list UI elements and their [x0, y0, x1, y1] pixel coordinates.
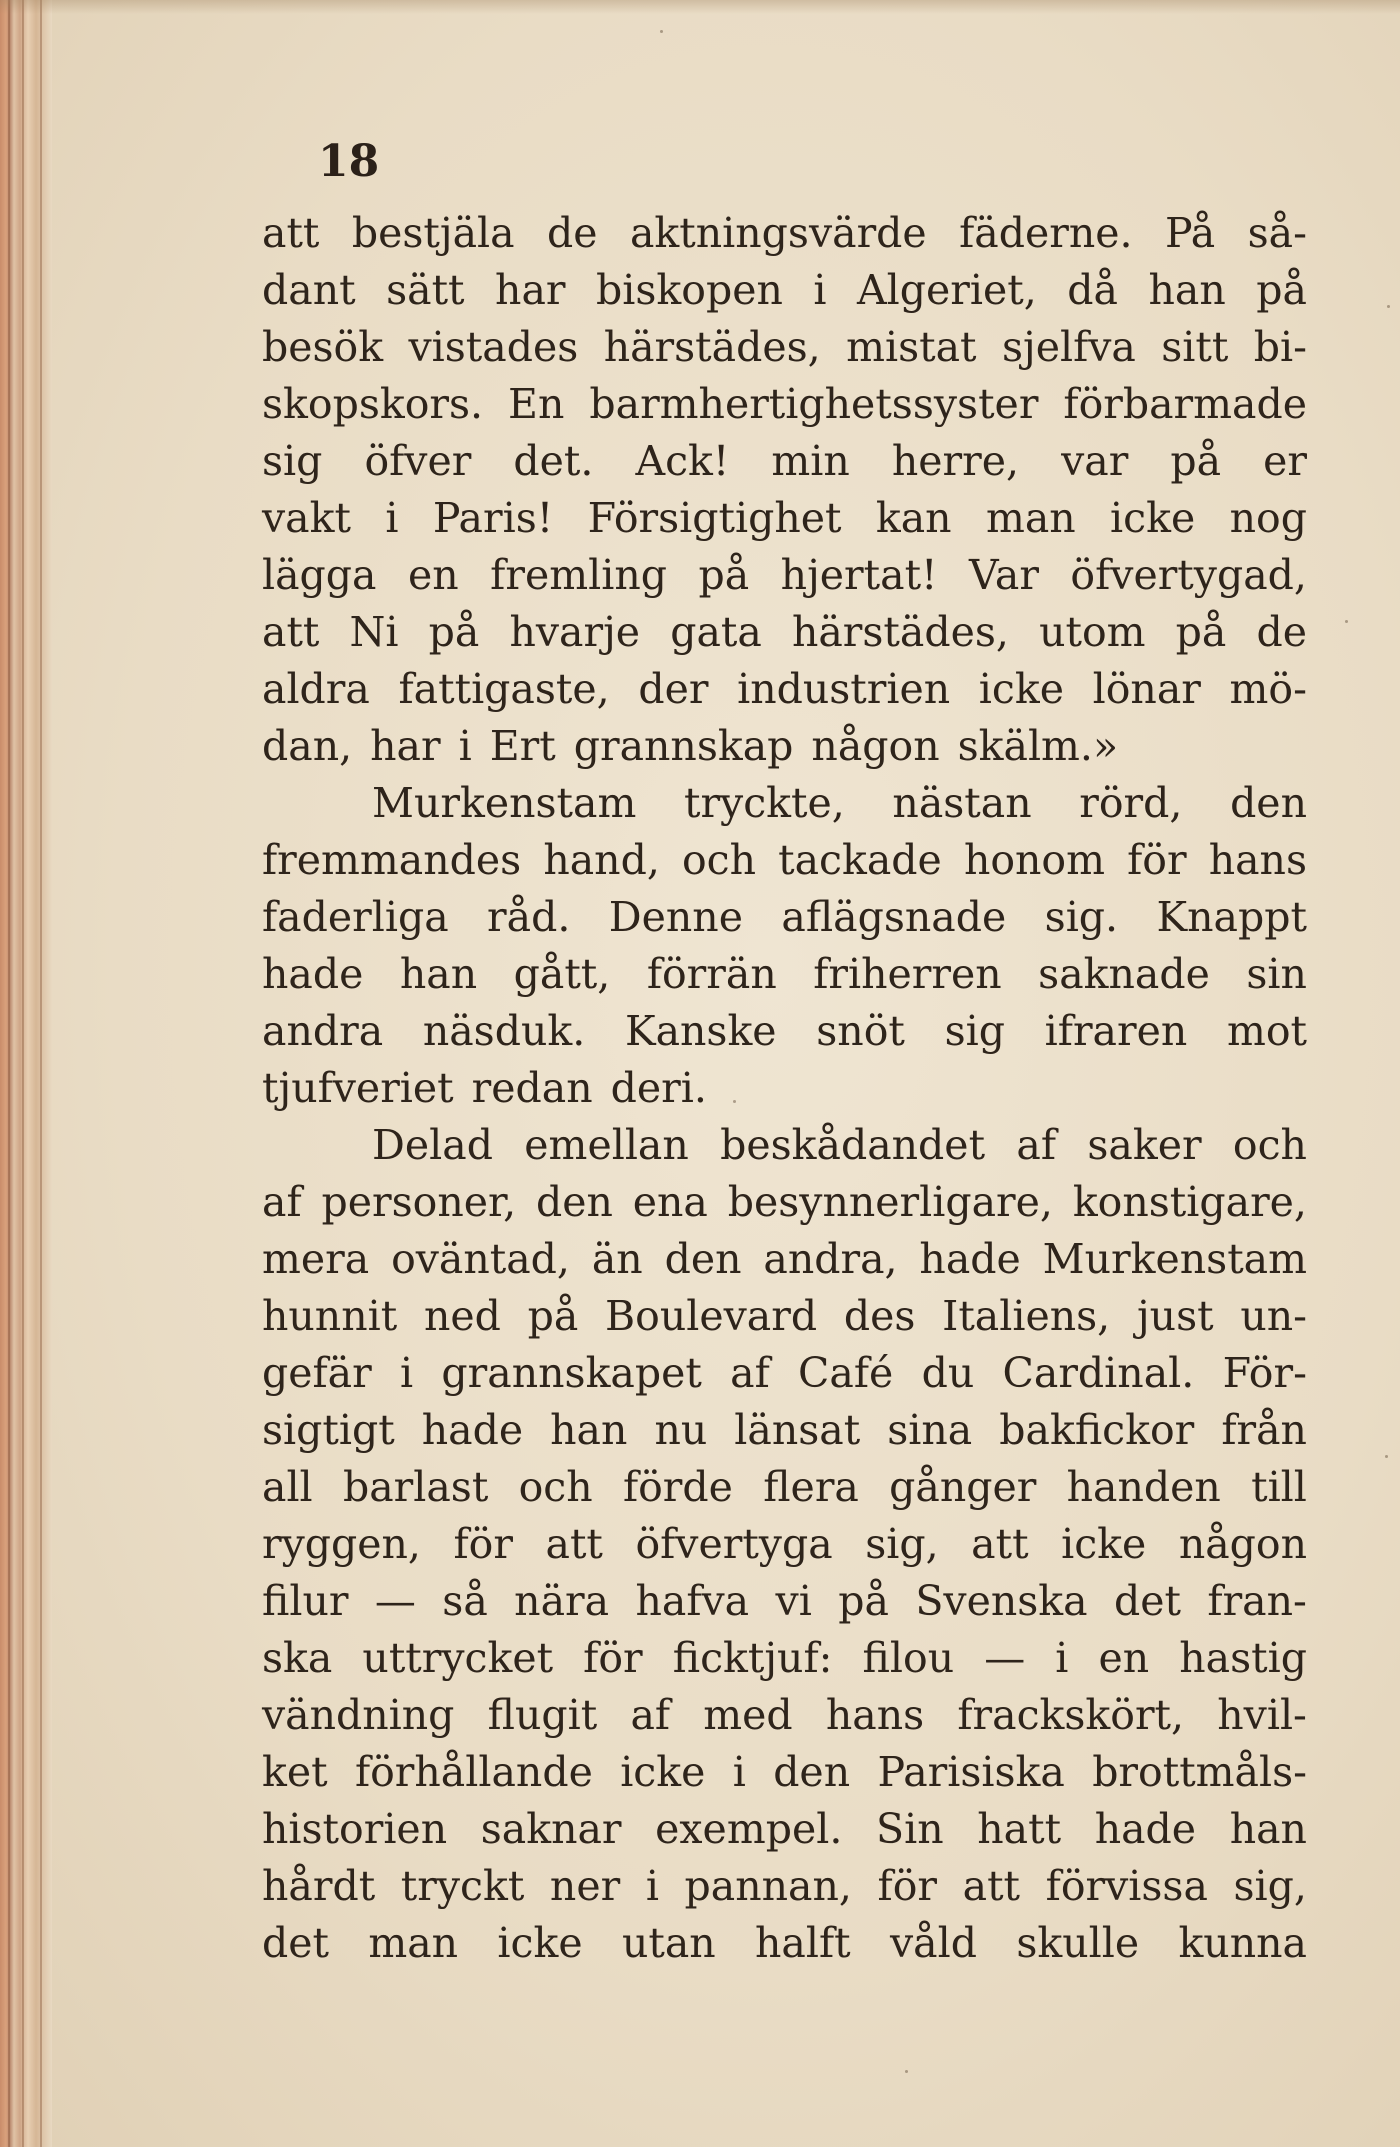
word: frackskört,: [957, 1691, 1185, 1739]
word: tackade: [778, 836, 942, 884]
word: hade: [421, 1406, 524, 1454]
word: länsat: [734, 1406, 861, 1454]
word: mot: [1226, 1007, 1307, 1055]
word: att: [545, 1520, 603, 1568]
word: handen: [1066, 1463, 1221, 1511]
word: gått,: [513, 950, 611, 998]
paper-speck: [905, 2070, 908, 2073]
word: nu: [654, 1406, 708, 1454]
word: och: [1232, 1121, 1307, 1169]
word: tryckt: [400, 1862, 525, 1910]
word: bi-: [1253, 323, 1307, 371]
word: Café: [798, 1349, 894, 1397]
word: gånger: [889, 1463, 1037, 1511]
word: han: [1229, 1805, 1307, 1853]
text-line: [262, 1231, 1307, 1288]
body-text: [262, 205, 1307, 1972]
text-line: [262, 661, 1307, 718]
word: förrän: [646, 950, 777, 998]
word: fran-: [1207, 1577, 1307, 1625]
spine-crease-line: [22, 0, 24, 2147]
word: honom: [963, 836, 1105, 884]
paper-speck: [1387, 305, 1390, 308]
word: att: [262, 608, 320, 656]
word: icke: [620, 1748, 706, 1796]
word: faderliga: [262, 893, 449, 941]
word: sitt: [1161, 323, 1229, 371]
word: barlast: [342, 1463, 489, 1511]
word: härstädes,: [603, 323, 821, 371]
word: halft: [755, 1919, 851, 1967]
word: någon: [811, 722, 940, 770]
word: all: [262, 1463, 313, 1511]
word: på: [527, 1292, 579, 1340]
word: i: [400, 1349, 414, 1397]
word: Ni: [349, 608, 399, 656]
word: Boulevard: [605, 1292, 818, 1340]
word: för: [583, 1634, 643, 1682]
word: sin: [1246, 950, 1307, 998]
word: ner: [549, 1862, 621, 1910]
word: på: [428, 608, 480, 656]
word: saker: [1087, 1121, 1202, 1169]
word: Svenska: [915, 1577, 1088, 1625]
page-number: 18: [318, 136, 380, 187]
word: besök: [262, 323, 384, 371]
word: Parisiska: [877, 1748, 1065, 1796]
word: öfver: [364, 437, 472, 485]
text-line: [262, 1801, 1307, 1858]
word: des: [843, 1292, 916, 1340]
word: flugit: [487, 1691, 598, 1739]
word: i: [385, 494, 399, 542]
word: ficktjuf:: [672, 1634, 833, 1682]
word: icke: [978, 665, 1064, 713]
word: —: [374, 1577, 416, 1625]
word: icke: [497, 1919, 583, 1967]
text-line: [262, 1117, 1307, 1174]
word: dant: [262, 266, 356, 314]
word: och: [518, 1463, 593, 1511]
word: fremmandes: [262, 836, 522, 884]
word: då: [1067, 266, 1118, 314]
word: den: [1230, 779, 1307, 827]
word: Kanske: [624, 1007, 777, 1055]
word: för: [877, 1862, 938, 1910]
text-line: [262, 1516, 1307, 1573]
word: emellan: [524, 1121, 689, 1169]
word: sig: [944, 1007, 1005, 1055]
word: sina: [887, 1406, 973, 1454]
word: hans: [825, 1691, 925, 1739]
word: pannan,: [684, 1862, 852, 1910]
word: så-: [1247, 209, 1307, 257]
word: icke: [1110, 494, 1196, 542]
word: hvil-: [1217, 1691, 1307, 1739]
word: bestjäla: [351, 209, 515, 257]
word: biskopen: [596, 266, 783, 314]
word: rörd,: [1079, 779, 1183, 827]
word: ena: [632, 1178, 708, 1226]
word: oväntad,: [391, 1235, 570, 1283]
word: industrien: [737, 665, 951, 713]
word: mistat: [846, 323, 977, 371]
word: på: [698, 551, 750, 599]
word: saknade: [1038, 950, 1210, 998]
word: det: [1113, 1577, 1181, 1625]
word: sig,: [865, 1520, 939, 1568]
word: sigtigt: [262, 1406, 395, 1454]
word: beskådandet: [720, 1121, 986, 1169]
word: lägga: [262, 551, 377, 599]
word: man: [985, 494, 1076, 542]
word: Var: [969, 551, 1039, 599]
word: ned: [423, 1292, 501, 1340]
word: af: [730, 1349, 770, 1397]
word: filou: [862, 1634, 955, 1682]
word: på: [838, 1577, 889, 1625]
word: För-: [1222, 1349, 1307, 1397]
text-line: [262, 1915, 1307, 1972]
word: förhållande: [354, 1748, 593, 1796]
word: sjelfva: [1001, 323, 1136, 371]
word: deri.: [610, 1064, 707, 1112]
word: uttrycket: [362, 1634, 554, 1682]
word: Paris!: [432, 494, 554, 542]
word: gefär: [262, 1349, 372, 1397]
word: vi: [775, 1577, 812, 1625]
spine-crease-line: [40, 0, 42, 2147]
word: Försigtighet: [587, 494, 842, 542]
word: var: [1061, 437, 1129, 485]
word: Denne: [608, 893, 743, 941]
word: de: [547, 209, 598, 257]
word: en: [1098, 1634, 1150, 1682]
word: redan: [471, 1064, 593, 1112]
word: för: [1127, 836, 1187, 884]
word: ket: [262, 1748, 328, 1796]
text-line: [262, 1459, 1307, 1516]
word: har: [370, 722, 441, 770]
text-line: [262, 1630, 1307, 1687]
word: fattigaste,: [398, 665, 610, 713]
text-line: [262, 1744, 1307, 1801]
text-line: [262, 1060, 1307, 1117]
word: friherren: [813, 950, 1002, 998]
word: er: [1263, 437, 1307, 485]
word: Cardinal.: [1002, 1349, 1195, 1397]
word: af: [262, 1178, 302, 1226]
word: han: [399, 950, 478, 998]
word: vistades: [408, 323, 579, 371]
text-line: [262, 1858, 1307, 1915]
text-line: [262, 1174, 1307, 1231]
word: sig,: [1233, 1862, 1307, 1910]
word: andra: [262, 1007, 384, 1055]
word: han: [550, 1406, 628, 1454]
word: hade: [919, 1235, 1021, 1283]
word: än: [591, 1235, 643, 1283]
paper-speck: [1345, 620, 1348, 623]
paper-speck: [1385, 1455, 1388, 1458]
word: min: [771, 437, 850, 485]
word: för: [453, 1520, 513, 1568]
word: han: [1148, 266, 1226, 314]
word: öfvertyga: [635, 1520, 833, 1568]
word: ryggen,: [262, 1520, 421, 1568]
word: råd.: [487, 893, 571, 941]
word: Sin: [876, 1805, 944, 1853]
word: brottmåls-: [1092, 1748, 1307, 1796]
text-line: [262, 376, 1307, 433]
word: af: [630, 1691, 671, 1739]
text-line: [262, 775, 1307, 832]
word: att: [962, 1862, 1021, 1910]
word: hafva: [635, 1577, 750, 1625]
word: skälm.»: [957, 722, 1119, 770]
text-line: [262, 547, 1307, 604]
word: sig.: [1044, 893, 1119, 941]
word: bakfickor: [999, 1406, 1195, 1454]
word: ifraren: [1044, 1007, 1188, 1055]
word: så: [442, 1577, 488, 1625]
word: exempel.: [655, 1805, 843, 1853]
word: hand,: [543, 836, 660, 884]
text-line: [262, 946, 1307, 1003]
word: tjufveriet: [262, 1064, 454, 1112]
word: kunna: [1178, 1919, 1307, 1967]
word: vändning: [262, 1691, 455, 1739]
word: hatt: [977, 1805, 1062, 1853]
word: tryckte,: [683, 779, 845, 827]
word: i: [645, 1862, 659, 1910]
word: nästan: [892, 779, 1032, 827]
word: mera: [262, 1235, 370, 1283]
word: den: [773, 1748, 851, 1796]
word: och: [681, 836, 757, 884]
word: Murkenstam: [372, 779, 637, 827]
word: utan: [621, 1919, 716, 1967]
word: Italiens,: [942, 1292, 1111, 1340]
word: hastig: [1179, 1634, 1307, 1682]
word: utom: [1039, 608, 1146, 656]
word: i: [732, 1748, 746, 1796]
word: förvissa: [1045, 1862, 1208, 1910]
word: fäderne.: [959, 209, 1133, 257]
text-line: [262, 1687, 1307, 1744]
word: den: [535, 1178, 613, 1226]
word: filur: [262, 1577, 349, 1625]
word: ska: [262, 1634, 333, 1682]
word: —: [984, 1634, 1026, 1682]
word: hunnit: [262, 1292, 398, 1340]
word: på: [1170, 437, 1222, 485]
paper-speck: [660, 30, 663, 33]
word: nog: [1229, 494, 1307, 542]
word: konstigare,: [1072, 1178, 1307, 1226]
word: har: [495, 266, 566, 314]
word: grannskap: [573, 722, 794, 770]
word: aktningsvärde: [629, 209, 927, 257]
word: snöt: [816, 1007, 905, 1055]
word: mö-: [1229, 665, 1307, 713]
word: historien: [262, 1805, 448, 1853]
word: Algeriet,: [857, 266, 1037, 314]
word: du: [921, 1349, 975, 1397]
text-line: [262, 490, 1307, 547]
word: personer,: [321, 1178, 517, 1226]
text-line: [262, 832, 1307, 889]
text-line: [262, 1345, 1307, 1402]
word: lönar: [1092, 665, 1201, 713]
word: att: [262, 209, 320, 257]
word: Ert: [489, 722, 556, 770]
word: förde: [622, 1463, 733, 1511]
text-line: [262, 262, 1307, 319]
text-line: [262, 604, 1307, 661]
word: i: [458, 722, 472, 770]
word: aflägsnade: [781, 893, 1007, 941]
word: Delad: [372, 1121, 493, 1169]
word: sätt: [386, 266, 465, 314]
word: de: [1256, 608, 1307, 656]
word: skulle: [1016, 1919, 1140, 1967]
word: Murkenstam: [1042, 1235, 1307, 1283]
word: hans: [1208, 836, 1307, 884]
word: att: [971, 1520, 1029, 1568]
word: det: [262, 1919, 329, 1967]
word: med: [703, 1691, 793, 1739]
page-top-shadow: [0, 0, 1400, 14]
word: från: [1221, 1406, 1307, 1454]
word: hade: [1094, 1805, 1197, 1853]
word: dan,: [262, 722, 353, 770]
word: sig: [262, 437, 323, 485]
word: kan: [875, 494, 952, 542]
word: herre,: [891, 437, 1020, 485]
text-line: [262, 1402, 1307, 1459]
word: En: [508, 380, 565, 428]
text-line: [262, 718, 1307, 775]
text-line: [262, 205, 1307, 262]
word: der: [638, 665, 709, 713]
word: Knappt: [1156, 893, 1307, 941]
word: just: [1136, 1292, 1214, 1340]
word: vakt: [262, 494, 351, 542]
word: barmhertighetssyster: [589, 380, 1039, 428]
word: den: [664, 1235, 742, 1283]
word: i: [1055, 1634, 1069, 1682]
word: härstädes,: [791, 608, 1009, 656]
word: hade: [262, 950, 364, 998]
word: en: [408, 551, 459, 599]
word: gata: [670, 608, 762, 656]
word: skopskors.: [262, 380, 484, 428]
word: i: [813, 266, 827, 314]
word: till: [1251, 1463, 1307, 1511]
text-line: [262, 889, 1307, 946]
word: aldra: [262, 665, 370, 713]
text-line: [262, 1573, 1307, 1630]
word: det.: [513, 437, 594, 485]
word: saknar: [480, 1805, 622, 1853]
text-line: [262, 433, 1307, 490]
word: På: [1165, 209, 1216, 257]
word: besynnerligare,: [727, 1178, 1053, 1226]
word: flera: [763, 1463, 859, 1511]
word: nära: [514, 1577, 610, 1625]
word: näsduk.: [422, 1007, 586, 1055]
text-line: [262, 1288, 1307, 1345]
word: på: [1175, 608, 1227, 656]
word: på: [1256, 266, 1307, 314]
word: våld: [890, 1919, 977, 1967]
text-line: [262, 319, 1307, 376]
text-line: [262, 1003, 1307, 1060]
word: grannskapet: [441, 1349, 702, 1397]
word: någon: [1178, 1520, 1307, 1568]
word: förbarmade: [1063, 380, 1307, 428]
spine-crease-line: [8, 0, 10, 2147]
word: öfvertygad,: [1070, 551, 1307, 599]
word: un-: [1240, 1292, 1307, 1340]
word: af: [1016, 1121, 1057, 1169]
word: hårdt: [262, 1862, 376, 1910]
word: Ack!: [635, 437, 730, 485]
word: fremling: [490, 551, 667, 599]
word: man: [368, 1919, 459, 1967]
word: hjertat!: [780, 551, 938, 599]
word: andra,: [763, 1235, 898, 1283]
word: icke: [1061, 1520, 1147, 1568]
word: hvarje: [509, 608, 641, 656]
